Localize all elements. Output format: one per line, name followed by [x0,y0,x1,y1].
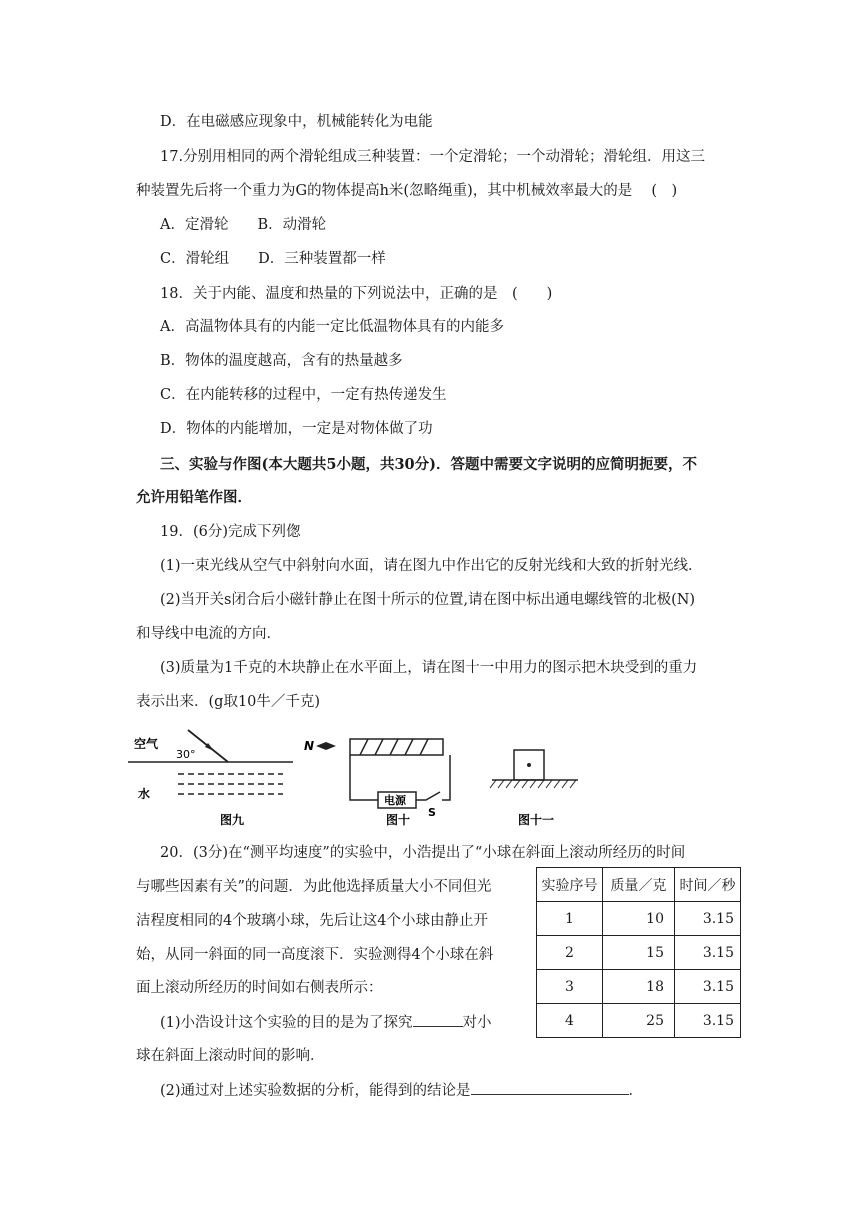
fig10-n-label: N [304,739,315,753]
table-cell: 3 [537,970,603,1004]
q20-part-1-text: (1)小浩设计这个实验的目的是为了探究 [160,1015,413,1031]
question-18-option-a: A．高温物体具有的内能一定比低温物体具有的内能多 [160,319,504,335]
center-dot-icon [527,763,531,767]
table-header: 质量／克 [603,868,675,902]
fig9-water-label: 水 [138,787,151,801]
table-cell: 1 [537,902,603,936]
question-16-option-d: D．在电磁感应现象中，机械能转化为电能 [160,114,433,130]
question-18-stem: 18．关于内能、温度和热量的下列说法中，正确的是 ( ) [160,286,553,302]
answer-blank-2[interactable] [471,1080,629,1095]
section-3-heading: 三、实验与作图(本大题共5小题，共30分)．答题中需要文字说明的应简明扼要，不 [160,456,697,473]
question-20-part-2 [160,1080,643,1101]
fig9-air-label: 空气 [134,737,159,751]
fig10-source-label: 电源 [384,794,406,807]
question-19-part-2: (2)当开关s闭合后小磁针静止在图十所示的位置,请在图中标出通电螺线管的北极(N) [160,592,696,608]
table-cell: 15 [603,936,675,970]
compass-needle-icon [316,742,336,750]
fig9-angle-label: 30° [176,748,196,761]
fig11-caption: 图十一 [518,813,555,827]
switch-icon [416,792,440,800]
figures-9-10-11 [128,722,598,832]
question-20-stem-5: 面上滚动所经历的时间如右侧表所示： [136,980,383,996]
table-cell: 25 [603,1004,675,1038]
table-cell: 4 [537,1004,603,1038]
question-18-option-d: D．物体的内能增加，一定是对物体做了功 [160,421,433,437]
table-cell: 10 [603,902,675,936]
table-row [537,970,741,1004]
question-17-stem-cont: 种装置先后将一个重力为G的物体提高h米(忽略绳重)，其中机械效率最大的是 ( ) [136,183,678,199]
answer-blank-1[interactable] [413,1012,463,1027]
table-cell: 3.15 [675,902,741,936]
question-19-part-2-cont: 和导线中电流的方向． [136,626,281,642]
question-20-stem-4: 始，从同一斜面的同一高度滚下．实验测得4个小球在斜 [136,947,494,963]
table-cell: 3.15 [675,936,741,970]
fig10-caption: 图十 [386,813,411,827]
table-cell: 3.15 [675,970,741,1004]
table-header: 时间／秒 [675,868,741,902]
question-19-part-3-cont: 表示出来．(g取10牛／千克) [136,694,321,710]
question-17-options-ab: A．定滑轮 B．动滑轮 [160,217,327,233]
question-19-part-1: (1)一束光线从空气中斜射向水面，请在图九中作出它的反射光线和大致的折射光线． [160,558,703,574]
table-header: 实验序号 [537,868,603,902]
fig10-switch-label: S [428,806,436,819]
table-row [537,1004,741,1038]
table-cell: 3.15 [675,1004,741,1038]
figure-11 [490,750,578,827]
table-row [537,902,741,936]
q20-part-1-tail: 对小 [462,1015,492,1031]
figure-9 [128,730,293,827]
question-18-option-c: C．在内能转移的过程中，一定有热传递发生 [160,387,447,403]
question-20-stem-3: 洁程度相同的4个玻璃小球，先后让这4个小球由静止开 [136,913,488,929]
fig9-caption: 图九 [220,813,245,827]
q20-part-2-tail: ． [628,1083,644,1099]
question-20-part-1-cont: 球在斜面上滚动时间的影响． [136,1048,325,1064]
table-cell: 18 [603,970,675,1004]
figure-10 [304,739,450,827]
table-cell: 2 [537,936,603,970]
q20-part-2-text: (2)通过对上述实验数据的分析，能得到的结论是 [160,1083,471,1099]
question-18-option-b: B．物体的温度越高，含有的热量越多 [160,353,403,369]
table-row [537,936,741,970]
question-19-stem: 19．(6分)完成下列偬 [160,524,301,540]
question-17-stem: 17.分别用相同的两个滑轮组成三种装置：一个定滑轮；一个动滑轮；滑轮组．用这三 [160,149,706,165]
question-17-options-cd: C．滑轮组 D．三种装置都一样 [160,251,386,267]
question-20-stem: 20．(3分)在“测平均速度”的实验中，小浩提出了“小球在斜面上滚动所经历的时间 [160,845,686,861]
question-20-part-1 [160,1012,492,1033]
table-header-row [537,868,741,902]
question-20-stem-2: 与哪些因素有关”的问题．为此他选择质量大小不同但光 [136,879,492,895]
experiment-table [536,867,741,1038]
question-19-part-3: (3)质量为1千克的木块静止在水平面上，请在图十一中用力的图示把木块受到的重力 [160,660,698,676]
section-3-heading-cont: 允许用铅笔作图． [136,489,252,506]
